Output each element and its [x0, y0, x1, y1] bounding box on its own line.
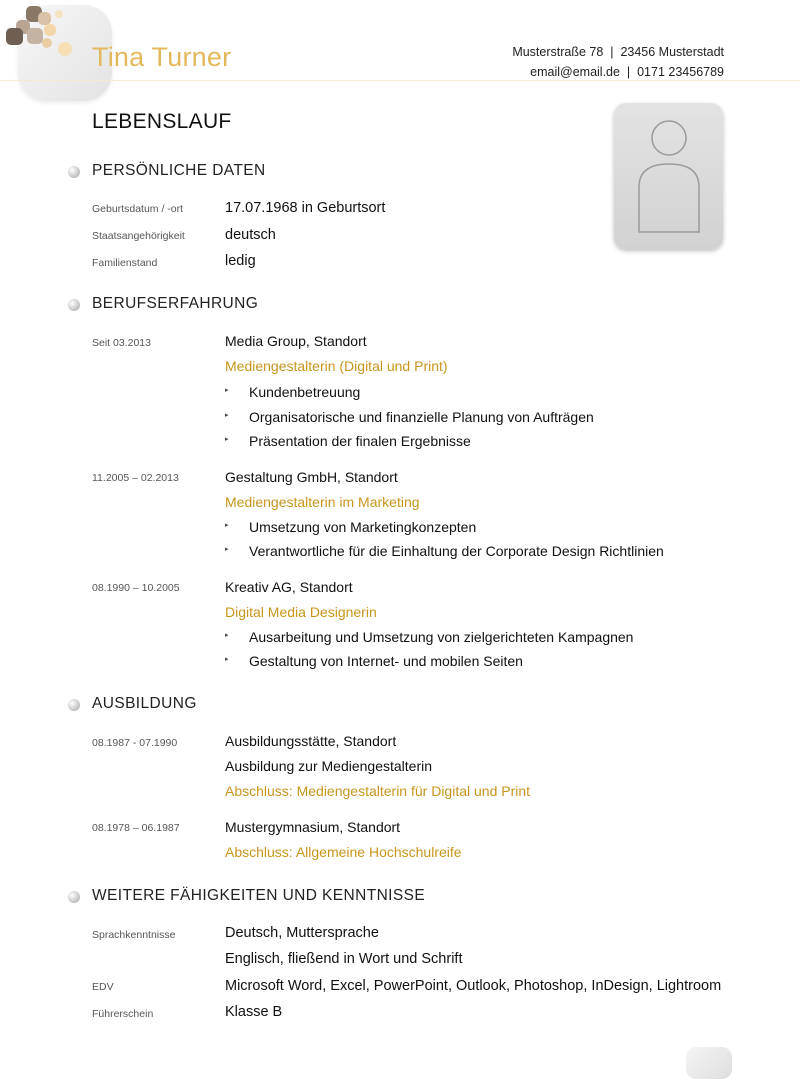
- education-detail: Ausbildung zur Mediengestalterin: [225, 758, 433, 774]
- list-bullet-icon: ▸: [225, 522, 229, 529]
- education-degree: Abschluss: Mediengestalterin für Digital und Print: [225, 783, 531, 799]
- list-bullet-icon: ▸: [225, 656, 229, 663]
- section-bullet-icon: [68, 699, 80, 711]
- job-company: Gestaltung GmbH, Standort: [225, 469, 398, 485]
- list-bullet-icon: ▸: [225, 546, 229, 553]
- section-bullet-icon: [68, 299, 80, 311]
- list-bullet-icon: ▸: [225, 436, 229, 443]
- job-company: Kreativ AG, Standort: [225, 579, 353, 595]
- job-date: Seit 03.2013: [92, 337, 151, 349]
- value-license: Klasse B: [225, 1004, 283, 1020]
- label-languages: Sprachkenntnisse: [92, 929, 176, 941]
- education-date: 08.1978 – 06.1987: [92, 822, 180, 834]
- section-title: PERSÖNLICHE DATEN: [92, 162, 266, 179]
- section-bullet-icon: [68, 166, 80, 178]
- label-birth: Geburtsdatum / -ort: [92, 203, 184, 215]
- document-title: LEBENSLAUF: [92, 110, 232, 133]
- job-role: Mediengestalterin (Digital und Print): [225, 358, 448, 374]
- job-date: 11.2005 – 02.2013: [92, 472, 179, 484]
- person-placeholder-icon: [614, 103, 723, 249]
- job-company: Media Group, Standort: [225, 333, 367, 349]
- section-title: BERUFSERFAHRUNG: [92, 295, 259, 312]
- job-task: Gestaltung von Internet- und mobilen Seiten: [249, 653, 523, 669]
- list-bullet-icon: ▸: [225, 387, 229, 394]
- label-marital-status: Familienstand: [92, 257, 158, 269]
- job-task: Kundenbetreuung: [249, 384, 361, 400]
- decorative-bottom-square: [686, 1047, 732, 1079]
- section-title: WEITERE FÄHIGKEITEN UND KENNTNISSE: [92, 887, 426, 904]
- job-task: Ausarbeitung und Umsetzung von zielgerichteten Kampagnen: [249, 629, 634, 645]
- section-bullet-icon: [68, 891, 80, 903]
- job-date: 08.1990 – 10.2005: [92, 582, 180, 594]
- applicant-name: Tina Turner: [92, 42, 232, 72]
- education-school: Ausbildungsstätte, Standort: [225, 733, 397, 749]
- photo-placeholder: [614, 103, 723, 249]
- label-edv: EDV: [92, 981, 114, 993]
- job-role: Digital Media Designerin: [225, 604, 377, 620]
- education-date: 08.1987 - 07.1990: [92, 737, 178, 749]
- value-birth: 17.07.1968 in Geburtsort: [225, 200, 386, 216]
- value-edv: Microsoft Word, Excel, PowerPoint, Outlook, Photoshop, InDesign, Lightroom: [225, 978, 722, 994]
- job-task: Verantwortliche für die Einhaltung der Corporate Design Richtlinien: [249, 543, 664, 559]
- job-task: Organisatorische und finanzielle Planung von Aufträgen: [249, 409, 594, 425]
- value-marital-status: ledig: [225, 253, 256, 269]
- label-nationality: Staatsangehörigkeit: [92, 230, 185, 242]
- education-degree: Abschluss: Allgemeine Hochschulreife: [225, 844, 462, 860]
- contact-address: Musterstraße 78 | 23456 Musterstadt: [512, 45, 724, 59]
- education-school: Mustergymnasium, Standort: [225, 819, 401, 835]
- job-role: Mediengestalterin im Marketing: [225, 494, 420, 510]
- contact-email-phone: email@email.de | 0171 23456789: [530, 65, 724, 79]
- list-bullet-icon: ▸: [225, 632, 229, 639]
- job-task: Präsentation der finalen Ergebnisse: [249, 433, 471, 449]
- decorative-squares-cluster: [0, 0, 80, 60]
- section-title: AUSBILDUNG: [92, 695, 197, 712]
- list-bullet-icon: ▸: [225, 412, 229, 419]
- value-nationality: deutsch: [225, 227, 276, 243]
- label-license: Führerschein: [92, 1008, 154, 1020]
- value-language: Englisch, fließend in Wort und Schrift: [225, 951, 463, 967]
- header-divider: [0, 80, 800, 81]
- value-language: Deutsch, Muttersprache: [225, 925, 379, 941]
- job-task: Umsetzung von Marketingkonzepten: [249, 519, 477, 535]
